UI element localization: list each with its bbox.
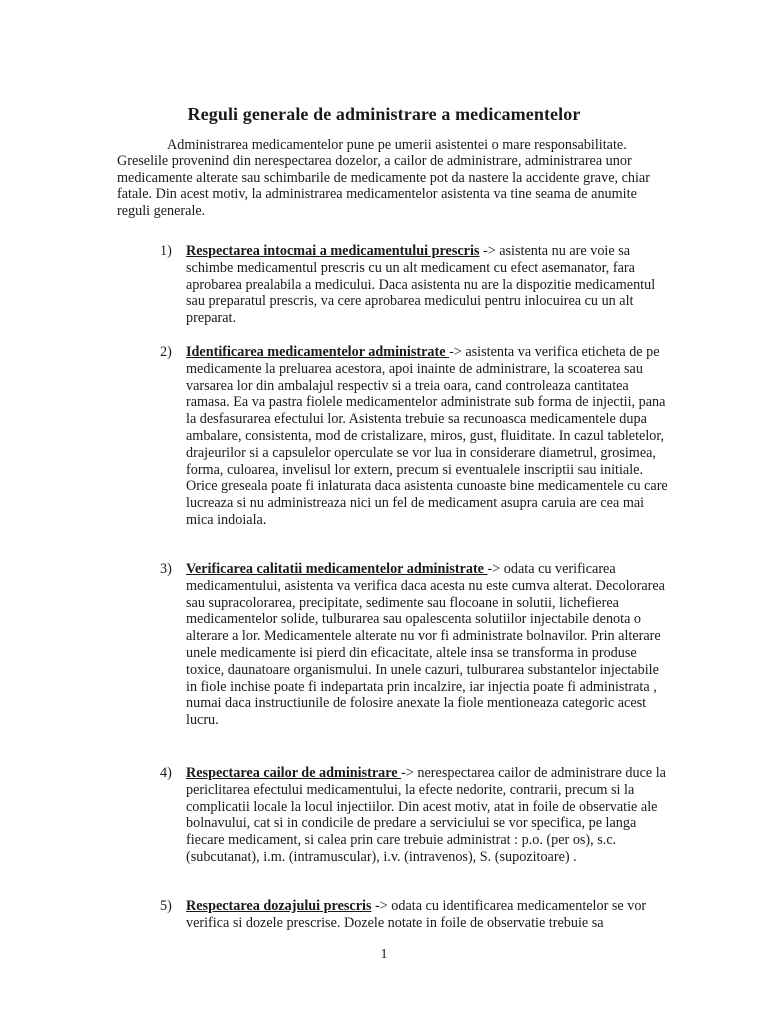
rule-number: 1) <box>160 243 172 259</box>
rule-number: 3) <box>160 561 172 577</box>
rule-item-1 <box>160 243 672 327</box>
rule-body <box>186 898 672 932</box>
rule-body <box>186 344 672 529</box>
rule-item-3 <box>160 561 672 729</box>
rule-text: -> nerespectarea cailor de administrare duce la periclitarea efectului medicamentului, la efecte nedorite, contrarii, precum si la complicatii locale la locul injectiilor. Din acest motiv, atat in foile de observatie ale bolnavului, cat si in condicile de predare a serviciului se vor specifica, pe langa fiecare medicament, si calea prin care trebuie administrat : p.o. (per os), s.c. (subcutanat), i.m. (intramuscular), i.v. (intravenos), S. (supozitoare) . <box>186 765 666 865</box>
rule-text: -> odata cu verificarea medicamentului, asistenta va verifica daca acesta nu este cumva alterat. Decolorarea sau supracolorarea, precipitate, sedimente sau flocoane in solutii, lichefierea medicamentelor solide, tulburarea sau opalescenta solutiilor injectabile denota o alterare a lor. Medicamentele alterate nu vor fi administrate bolnavilor. Prin alterare unele medicamente isi pierd din eficacitate, altele insa se transforma in produse toxice, daunatoare organismului. In unele cazuri, tulburarea substantelor injectabile in fiole inchise poate fi indepartata prin incalzire, iar injectia poate fi administrata , numai daca instructiunile de folosire anexate la fiole mentioneaza categoric acest lucru. <box>186 561 665 729</box>
document-title: Reguli generale de administrare a medicamentelor <box>187 104 581 124</box>
rule-body <box>186 561 672 729</box>
rule-number: 5) <box>160 898 172 914</box>
rule-text: -> asistenta nu are voie sa schimbe medicamentul prescris cu un alt medicament cu efect asemanator, fara aprobarea prealabila a medicului. Daca asistenta nu are la dispozitie medicamentul sau preparatul prescris, va cere aprobarea medicului pentru inlocuirea cu un alt preparat. <box>186 243 656 327</box>
rule-text: -> asistenta va verifica eticheta de pe medicamente la preluarea acestora, apoi inainte de administrare, la scoaterea sau varsarea lor din ambalajul respectiv si a treia oara, cand controleaza cantitatea ramasa. Ea va pastra fiolele medicamentelor administrate sub forma de injectii, pana la desfasurarea efectului lor. Asistenta trebuie sa recunoasca medicamentele dupa ambalare, consistenta, mod de cristalizare, miros, gust, fluiditate. In cazul tabletelor, drajeurilor si a capsulelor operculate se vor lua in considerare diametrul, grosimea, forma, culoarea, invelisul lor extern, precum si eventualele inscriptii sau initiale. Orice greseala poate fi inlaturata daca asistenta cunoaste bine medicamentele cu care lucreaza si nu administreaza nici un fel de medicament asupra caruia are cea mai mica indoiala. <box>186 344 668 528</box>
intro-paragraph <box>117 137 673 219</box>
rule-number: 4) <box>160 765 172 781</box>
rule-heading: Identificarea medicamentelor administrate <box>186 344 450 360</box>
rule-heading: Verificarea calitatii medicamentelor administrate <box>186 561 488 577</box>
rule-body <box>186 243 672 327</box>
rule-heading: Respectarea dozajului prescris <box>186 898 372 914</box>
rule-body <box>186 765 672 866</box>
page-number: 1 <box>380 947 388 962</box>
rule-item-5 <box>160 898 672 932</box>
rule-text: -> odata cu identificarea medicamentelor se vor verifica si dozele prescrise. Dozele notate in foile de observatie trebuie sa <box>186 898 647 931</box>
rule-number: 2) <box>160 344 172 360</box>
rule-item-2 <box>160 344 672 529</box>
rule-heading: Respectarea intocmai a medicamentului prescris <box>186 243 480 259</box>
intro-text: Administrarea medicamentelor pune pe umerii asistentei o mare responsabilitate. Greselile provenind din nerespectarea dozelor, a cailor de administrare, administrarea unor medicamente alterate sau schimbarile de medicamente pot da nastere la accidente grave, chiar fatale. Din acest motiv, la administrarea medicamentelor asistenta va tine seama de anumite reguli generale. <box>117 137 650 219</box>
rule-item-4 <box>160 765 672 866</box>
rule-heading: Respectarea cailor de administrare <box>186 765 402 781</box>
